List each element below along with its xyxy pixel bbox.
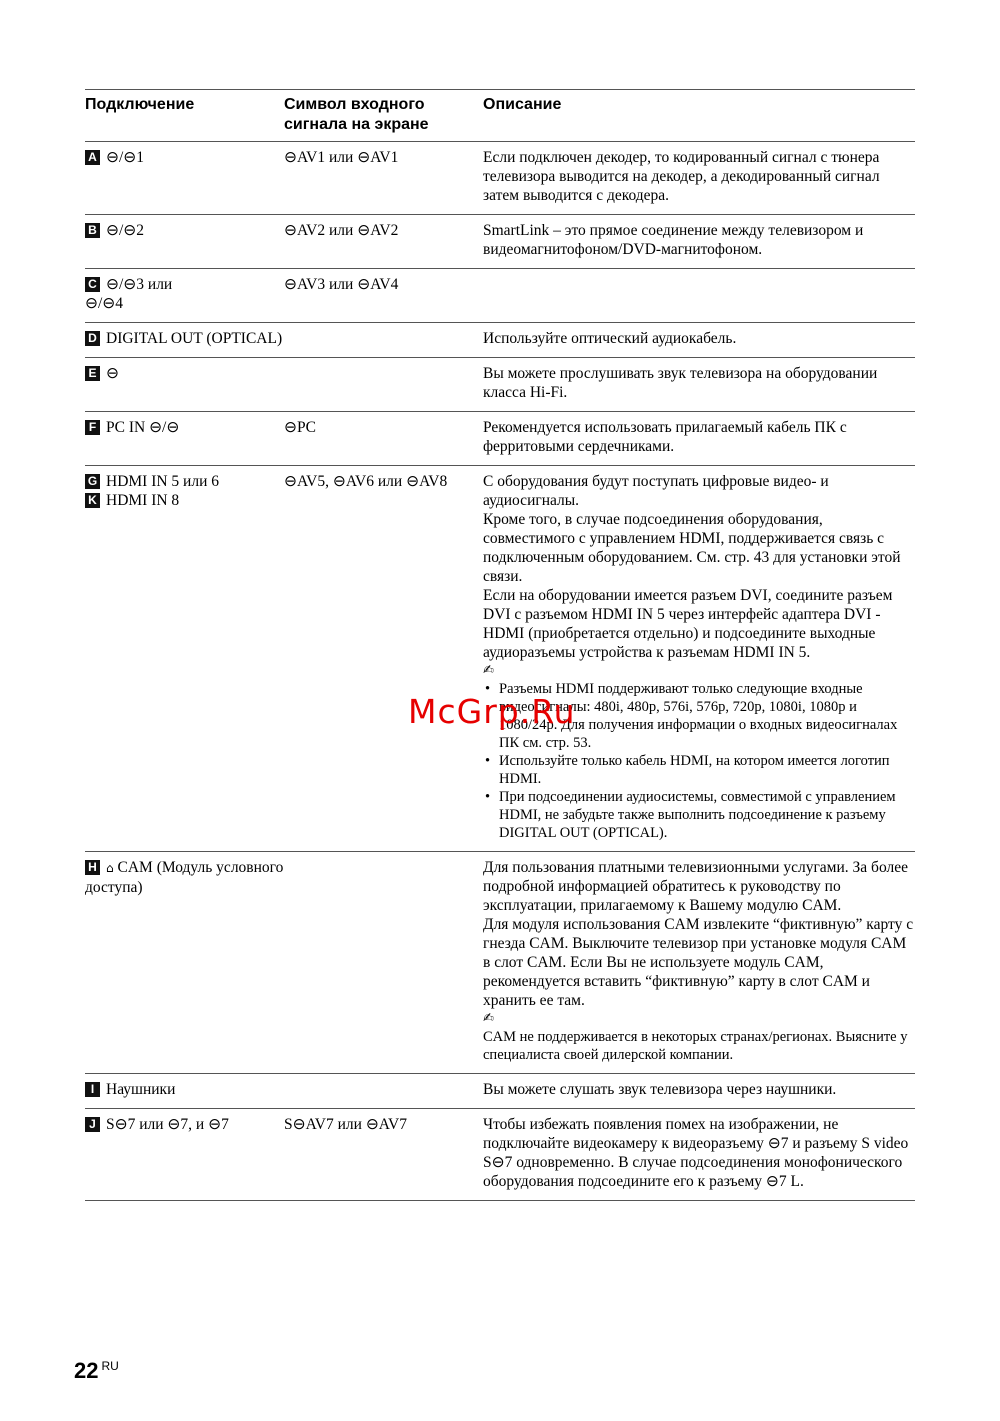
connection-cell bbox=[85, 323, 284, 358]
connection-table bbox=[85, 89, 915, 1201]
note-text: CAM не поддерживается в некоторых странах/регионах. Выясните у специалиста своей дилерской компании. bbox=[483, 1029, 908, 1063]
symbol-cell: ⊖AV2 или ⊖AV2 bbox=[284, 215, 483, 269]
table-row bbox=[85, 466, 915, 852]
symbol-cell: ⊖AV3 или ⊖AV4 bbox=[284, 269, 483, 323]
description-paragraph: Для модуля использования CAM извлеките “фиктивную” карту с гнезда CAM. Выключите телевизор при установке модуля CAM в слот CAM. Если Вы не используете модуль CAM, рекомендуется вставить “фиктивную” карту в слот CAM и хранить ее там. bbox=[483, 916, 914, 1009]
connection-text: ⊖/⊖2 bbox=[106, 222, 145, 239]
table-row bbox=[85, 1109, 915, 1201]
description-paragraph: Кроме того, в случае подсоединения оборудования, совместимого с управлением HDMI, поддерживается связь с подключенным оборудованием. См. стр. 43 для установки этой связи. bbox=[483, 511, 901, 585]
header-symbol-line2: сигнала на экране bbox=[284, 116, 429, 133]
description-cell: Если подключен декодер, то кодированный сигнал с тюнера телевизора выводится на декодер, а декодированный сигнал затем выводится с декодера. bbox=[483, 142, 915, 215]
description-cell: Чтобы избежать появления помех на изображении, не подключайте видеокамеру к видеоразъему ⊖7 и разъему S video S⊖7 одновременно. В случае подсоединения монофонического оборудования подсоедините его к разъему ⊖7 L. bbox=[483, 1109, 915, 1201]
header-connection: Подключение bbox=[85, 90, 284, 142]
connection-text-line1: ⊖/⊖3 или bbox=[106, 276, 173, 293]
table-row bbox=[85, 215, 915, 269]
connection-text: DIGITAL OUT (OPTICAL) bbox=[106, 330, 283, 347]
description-cell bbox=[483, 466, 915, 852]
connection-cell bbox=[85, 852, 284, 1074]
symbol-cell: ⊖AV1 или ⊖AV1 bbox=[284, 142, 483, 215]
header-symbol bbox=[284, 90, 483, 142]
description-cell bbox=[483, 852, 915, 1074]
description-cell: Используйте оптический аудиокабель. bbox=[483, 323, 915, 358]
connection-cell bbox=[85, 142, 284, 215]
connection-cell bbox=[85, 412, 284, 466]
description-cell: Вы можете прослушивать звук телевизора на оборудовании класса Hi-Fi. bbox=[483, 358, 915, 412]
description-cell bbox=[483, 269, 915, 323]
row-letter-badge: I bbox=[85, 1082, 100, 1097]
connection-cell bbox=[85, 466, 284, 852]
connection-text: S⊖7 или ⊖7, и ⊖7 bbox=[106, 1116, 229, 1133]
connection-text-line2: HDMI IN 8 bbox=[106, 492, 180, 509]
symbol-cell: S⊖AV7 или ⊖AV7 bbox=[284, 1109, 483, 1201]
row-letter-badge: C bbox=[85, 277, 100, 292]
connection-text-line2: ⊖/⊖4 bbox=[85, 295, 124, 312]
header-symbol-line1: Символ входного bbox=[284, 96, 425, 113]
table-row bbox=[85, 412, 915, 466]
row-letter-badge: G bbox=[85, 474, 100, 489]
table-header-row bbox=[85, 90, 915, 142]
connection-cell bbox=[85, 1074, 284, 1109]
watermark: McGrp.Ru bbox=[408, 692, 576, 731]
row-letter-badge: E bbox=[85, 366, 100, 381]
description-paragraph: С оборудования будут поступать цифровые видео- и аудиосигналы. bbox=[483, 473, 829, 509]
pencil-note-icon: ✍ bbox=[483, 1011, 494, 1026]
cam-slot-icon: ⌂ bbox=[106, 861, 114, 875]
row-letter-badge: A bbox=[85, 150, 100, 165]
symbol-cell bbox=[284, 358, 483, 412]
note-bullet: • Разъемы HDMI поддерживают только следующие входные видеосигналы: 480i, 480p, 576i, 576p, 720p, 1080i, 1080p и 1080/24p. Для получения информации о входных видеосигналах ПК см. стр. 53. bbox=[483, 680, 915, 752]
connection-cell bbox=[85, 269, 284, 323]
table-row bbox=[85, 269, 915, 323]
table-row bbox=[85, 142, 915, 215]
symbol-cell: ⊖PC bbox=[284, 412, 483, 466]
row-letter-badge: H bbox=[85, 860, 100, 875]
page-number: 22 bbox=[74, 1358, 99, 1383]
language-code: RU bbox=[101, 1359, 119, 1373]
note-bullet: • При подсоединении аудиосистемы, совместимой с управлением HDMI, не забудьте также выполнить подсоединение к разъему DIGITAL OUT (OPTICAL). bbox=[483, 788, 915, 842]
page-footer bbox=[74, 1358, 119, 1384]
row-letter-badge: B bbox=[85, 223, 100, 238]
table-row bbox=[85, 852, 915, 1074]
table-row bbox=[85, 358, 915, 412]
connection-text: ⊖ bbox=[106, 365, 119, 382]
description-cell: SmartLink – это прямое соединение между телевизором и видеомагнитофоном/DVD-магнитофоном. bbox=[483, 215, 915, 269]
connection-text-line1: HDMI IN 5 или 6 bbox=[106, 473, 220, 490]
connection-text: ⊖/⊖1 bbox=[106, 149, 145, 166]
description-paragraph: Если на оборудовании имеется разъем DVI, соедините разъем DVI с разъемом HDMI IN 5 через интерфейс адаптера DVI - HDMI (приобретается отдельно) и подсоедините выходные аудиоразъемы устройства к разъемам HDMI IN 5. bbox=[483, 587, 893, 661]
header-description: Описание bbox=[483, 90, 915, 142]
connection-text: CAM (Модуль условного доступа) bbox=[85, 859, 284, 896]
connection-cell bbox=[85, 358, 284, 412]
symbol-cell bbox=[284, 323, 483, 358]
pencil-note-icon: ✍ bbox=[483, 663, 494, 678]
table-row bbox=[85, 323, 915, 358]
description-cell: Рекомендуется использовать прилагаемый кабель ПК с ферритовыми сердечниками. bbox=[483, 412, 915, 466]
symbol-cell bbox=[284, 1074, 483, 1109]
row-letter-badge: D bbox=[85, 331, 100, 346]
symbol-cell: ⊖AV5, ⊖AV6 или ⊖AV8 bbox=[284, 466, 483, 852]
row-letter-badge: F bbox=[85, 420, 100, 435]
description-paragraph: Для пользования платными телевизионными услугами. За более подробной информацией обратитесь к руководству по эксплуатации, прилагаемому к Вашему модулю CAM. bbox=[483, 859, 908, 914]
connection-text: PC IN ⊖/⊖ bbox=[106, 419, 180, 436]
connection-cell bbox=[85, 215, 284, 269]
connection-text: Наушники bbox=[106, 1081, 176, 1098]
symbol-cell bbox=[284, 852, 483, 1074]
connection-cell bbox=[85, 1109, 284, 1201]
row-letter-badge: J bbox=[85, 1117, 100, 1132]
note-bullet: • Используйте только кабель HDMI, на котором имеется логотип HDMI. bbox=[483, 752, 915, 788]
table-row bbox=[85, 1074, 915, 1109]
row-letter-badge: K bbox=[85, 493, 100, 508]
description-cell: Вы можете слушать звук телевизора через наушники. bbox=[483, 1074, 915, 1109]
